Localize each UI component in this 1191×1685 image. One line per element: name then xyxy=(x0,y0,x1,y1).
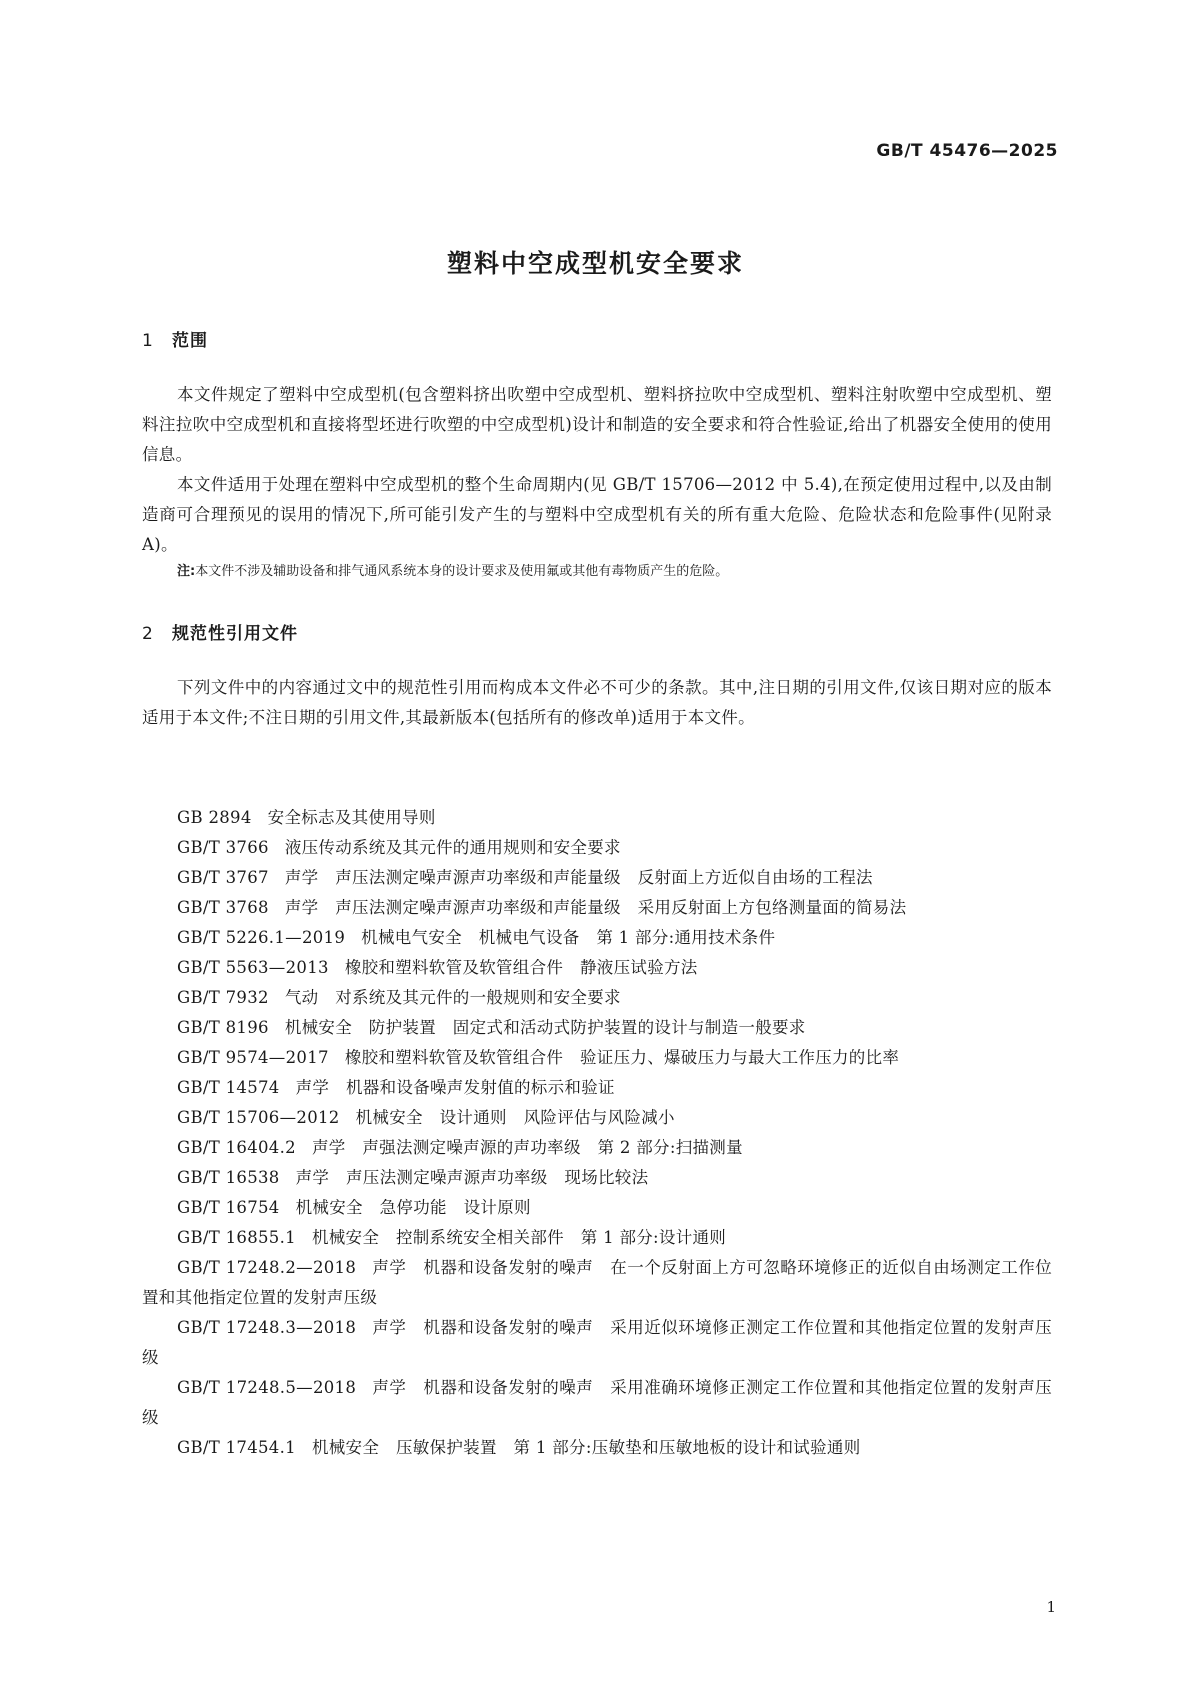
reference-item xyxy=(142,983,1052,1013)
reference-item xyxy=(142,1133,1052,1163)
reference-title: 声学 机器和设备发射的噪声 采用近似环境修正测定工作位置和其他指定位置的发射声压级 xyxy=(142,1318,1052,1367)
reference-item xyxy=(142,923,1052,953)
reference-title: 气动 对系统及其元件的一般规则和安全要求 xyxy=(284,988,621,1007)
reference-title: 机械安全 急停功能 设计原则 xyxy=(295,1198,531,1217)
reference-title: 机械安全 控制系统安全相关部件 第 1 部分:设计通则 xyxy=(311,1228,727,1247)
reference-item xyxy=(142,833,1052,863)
reference-title: 橡胶和塑料软管及软管组合件 验证压力、爆破压力与最大工作压力的比率 xyxy=(344,1048,900,1067)
document-title: 塑料中空成型机安全要求 xyxy=(446,249,744,278)
reference-code: GB/T 7932 xyxy=(177,988,269,1007)
reference-code: GB/T 17248.3—2018 xyxy=(177,1318,357,1337)
page-number: 1 xyxy=(1046,1598,1056,1616)
note-label: 注: xyxy=(177,564,196,579)
reference-title: 声学 机器和设备噪声发射值的标示和验证 xyxy=(295,1078,615,1097)
reference-code: GB/T 17454.1 xyxy=(177,1438,296,1457)
reference-title: 声学 声压法测定噪声源声功率级和声能量级 采用反射面上方包络测量面的简易法 xyxy=(284,898,907,917)
scope-paragraph-1: 本文件规定了塑料中空成型机(包含塑料挤出吹塑中空成型机、塑料挤拉吹中空成型机、塑料注射吹塑中空成型机、塑料注拉吹中空成型机和直接将型坯进行吹塑的中空成型机)设计和制造的安全要求和符合性验证,给出了机器安全使用的使用信息。 xyxy=(142,385,1052,464)
section-heading-normative xyxy=(142,619,298,644)
reference-title: 液压传动系统及其元件的通用规则和安全要求 xyxy=(284,838,621,857)
section-title: 规范性引用文件 xyxy=(172,624,298,644)
reference-code: GB/T 3766 xyxy=(177,838,269,857)
reference-item xyxy=(142,1433,1052,1463)
reference-item xyxy=(142,1223,1052,1253)
reference-code: GB/T 5226.1—2019 xyxy=(177,928,346,947)
reference-title: 机械安全 设计通则 风险评估与风险减小 xyxy=(355,1108,675,1127)
reference-title: 机械安全 防护装置 固定式和活动式防护装置的设计与制造一般要求 xyxy=(284,1018,806,1037)
reference-code: GB/T 16754 xyxy=(177,1198,280,1217)
reference-item xyxy=(142,1373,1052,1433)
reference-code: GB/T 9574—2017 xyxy=(177,1048,329,1067)
reference-title: 安全标志及其使用导则 xyxy=(267,808,436,827)
reference-title: 声学 声强法测定噪声源的声功率级 第 2 部分:扫描测量 xyxy=(311,1138,743,1157)
reference-item xyxy=(142,1313,1052,1373)
section-title: 范围 xyxy=(172,331,208,351)
section-number: 1 xyxy=(142,331,154,351)
reference-code: GB/T 3767 xyxy=(177,868,269,887)
reference-title: 声学 机器和设备发射的噪声 在一个反射面上方可忽略环境修正的近似自由场测定工作位置和其他指定位置的发射声压级 xyxy=(142,1258,1052,1307)
reference-list xyxy=(142,803,1052,1463)
reference-item xyxy=(142,1253,1052,1313)
reference-code: GB 2894 xyxy=(177,808,252,827)
reference-item xyxy=(142,1193,1052,1223)
reference-code: GB/T 5563—2013 xyxy=(177,958,329,977)
reference-item xyxy=(142,1073,1052,1103)
standard-code: GB/T 45476—2025 xyxy=(876,141,1058,161)
reference-code: GB/T 16538 xyxy=(177,1168,280,1187)
reference-item xyxy=(142,803,1052,833)
reference-code: GB/T 16404.2 xyxy=(177,1138,296,1157)
reference-item xyxy=(142,953,1052,983)
reference-title: 橡胶和塑料软管及软管组合件 静液压试验方法 xyxy=(344,958,698,977)
reference-item xyxy=(142,893,1052,923)
reference-item xyxy=(142,1013,1052,1043)
reference-title: 声学 机器和设备发射的噪声 采用准确环境修正测定工作位置和其他指定位置的发射声压级 xyxy=(142,1378,1052,1427)
section-number: 2 xyxy=(142,624,154,644)
reference-code: GB/T 15706—2012 xyxy=(177,1108,340,1127)
normative-intro: 下列文件中的内容通过文中的规范性引用而构成本文件必不可少的条款。其中,注日期的引用文件,仅该日期对应的版本适用于本文件;不注日期的引用文件,其最新版本(包括所有的修改单)适用于本文件。 xyxy=(142,678,1052,727)
scope-paragraph-2: 本文件适用于处理在塑料中空成型机的整个生命周期内(见 GB/T 15706—2012 中 5.4),在预定使用过程中,以及由制造商可合理预见的误用的情况下,所可能引发产生的与塑料中空成型机有关的所有重大危险、危险状态和危险事件(见附录 A)。 xyxy=(142,475,1052,554)
note-text: 本文件不涉及辅助设备和排气通风系统本身的设计要求及使用氟或其他有毒物质产生的危险。 xyxy=(195,564,729,579)
reference-code: GB/T 17248.5—2018 xyxy=(177,1378,357,1397)
reference-code: GB/T 16855.1 xyxy=(177,1228,296,1247)
reference-title: 声学 声压法测定噪声源声功率级和声能量级 反射面上方近似自由场的工程法 xyxy=(284,868,873,887)
reference-item xyxy=(142,863,1052,893)
reference-code: GB/T 14574 xyxy=(177,1078,280,1097)
reference-item xyxy=(142,1103,1052,1133)
reference-item xyxy=(142,1043,1052,1073)
reference-title: 机械安全 压敏保护装置 第 1 部分:压敏垫和压敏地板的设计和试验通则 xyxy=(311,1438,861,1457)
reference-code: GB/T 17248.2—2018 xyxy=(177,1258,357,1277)
reference-title: 机械电气安全 机械电气设备 第 1 部分:通用技术条件 xyxy=(361,928,776,947)
reference-code: GB/T 3768 xyxy=(177,898,269,917)
reference-title: 声学 声压法测定噪声源声功率级 现场比较法 xyxy=(295,1168,649,1187)
reference-code: GB/T 8196 xyxy=(177,1018,269,1037)
reference-item xyxy=(142,1163,1052,1193)
section-heading-scope xyxy=(142,326,208,351)
scope-note xyxy=(177,561,1057,583)
